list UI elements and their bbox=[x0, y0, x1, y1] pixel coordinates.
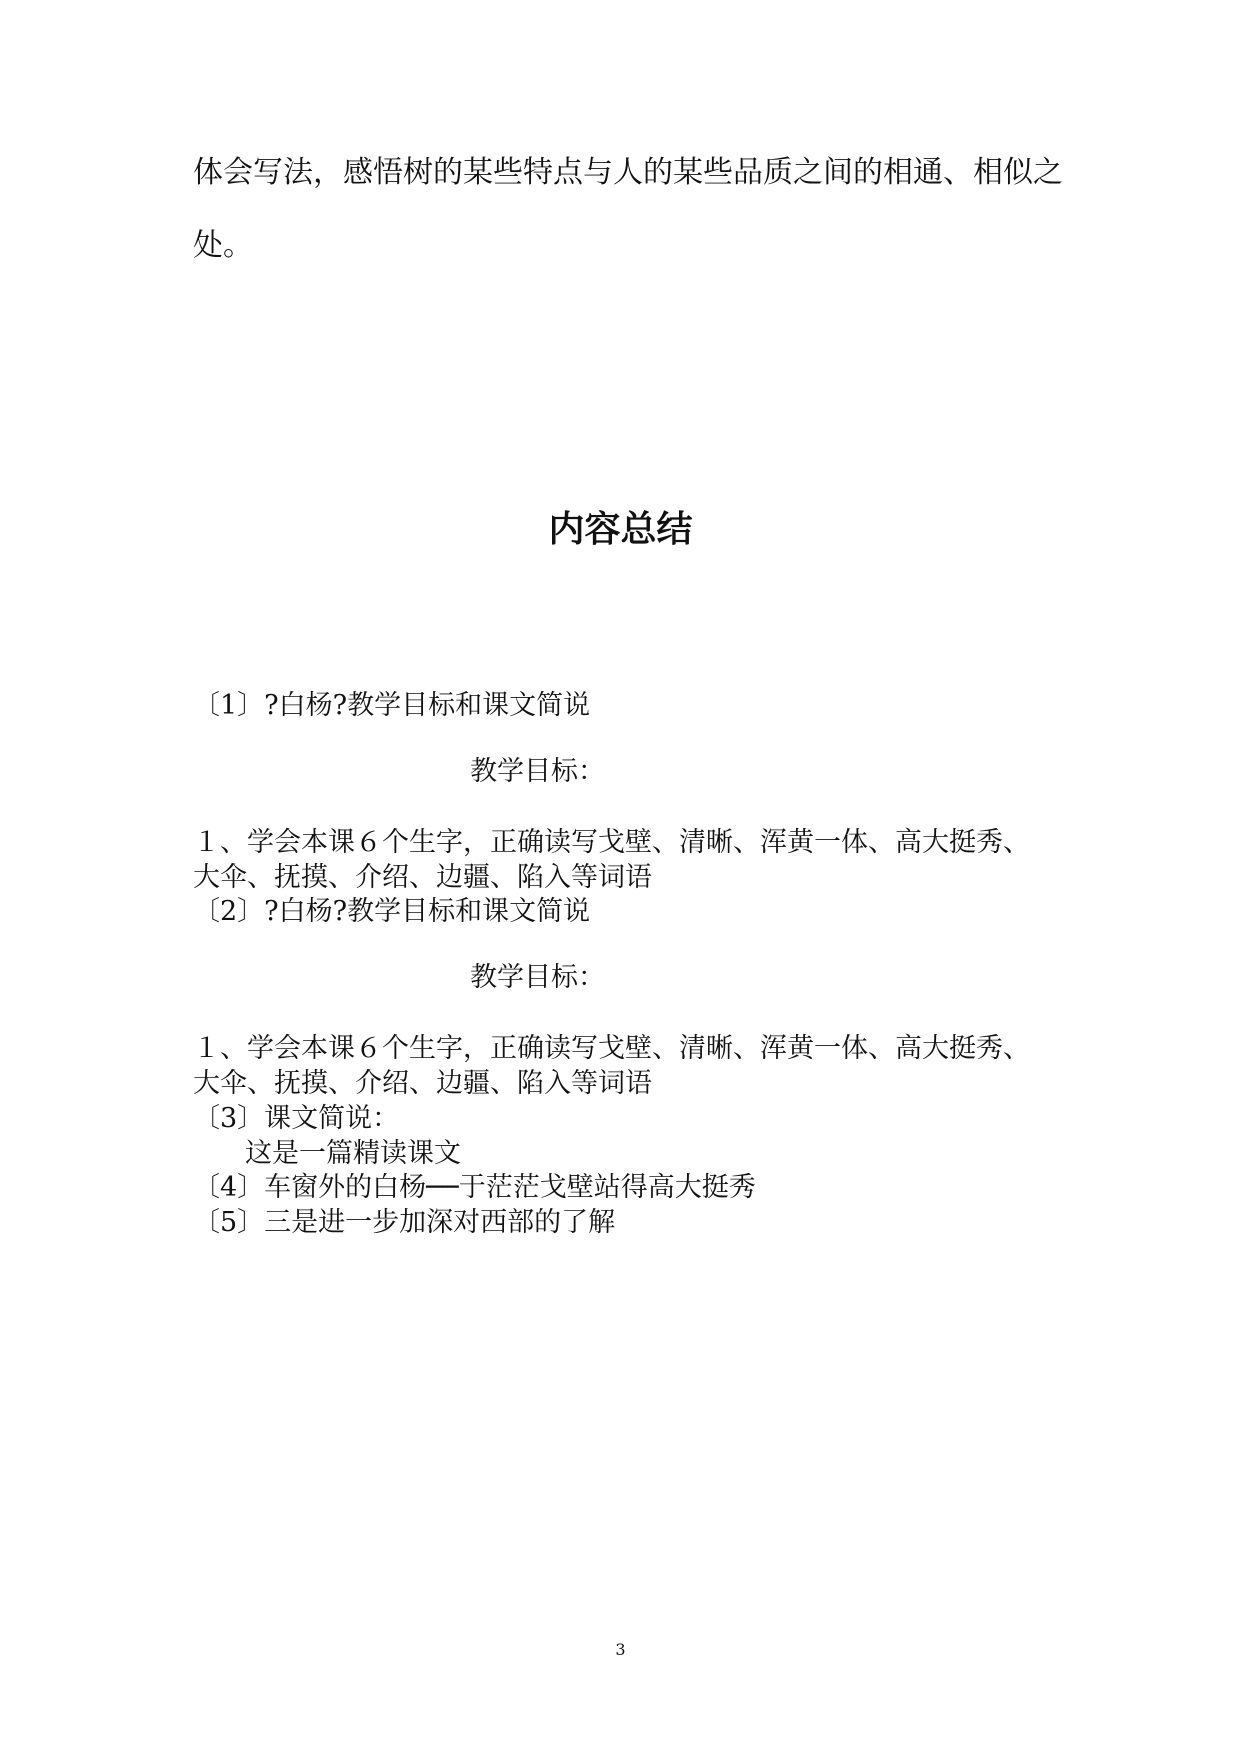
summary-item-5: 〔5〕三是进一步加深对西部的了解 bbox=[193, 1207, 616, 1238]
summary-item-1-subtitle: 教学目标： bbox=[470, 756, 605, 787]
summary-item-4: 〔4〕车窗外的白杨──于茫茫戈壁站得高大挺秀 bbox=[193, 1172, 756, 1203]
summary-item-2-text-line-1: １、学会本课６个生字，正确读写戈壁、清晰、浑黄一体、高大挺秀、 bbox=[193, 1033, 1030, 1064]
summary-item-2-title: 〔2〕?白杨?教学目标和课文简说 bbox=[193, 896, 591, 927]
summary-item-3-title: 〔3〕课文简说： bbox=[193, 1103, 400, 1134]
summary-item-2-subtitle: 教学目标： bbox=[470, 962, 605, 993]
page-number: 3 bbox=[615, 1640, 626, 1659]
summary-item-1-text-line-2: 大伞、抚摸、介绍、边疆、陷入等词语 bbox=[193, 862, 652, 893]
summary-item-1-text-line-1: １、学会本课６个生字，正确读写戈壁、清晰、浑黄一体、高大挺秀、 bbox=[193, 827, 1030, 858]
intro-line-2: 处。 bbox=[193, 228, 253, 263]
intro-line-1: 体会写法，感悟树的某些特点与人的某些品质之间的相通、相似之 bbox=[193, 155, 1063, 190]
summary-item-1-title: 〔1〕?白杨?教学目标和课文简说 bbox=[193, 690, 591, 721]
section-heading: 内容总结 bbox=[548, 509, 693, 550]
summary-item-2-text-line-2: 大伞、抚摸、介绍、边疆、陷入等词语 bbox=[193, 1068, 652, 1099]
summary-item-3-text: 这是一篇精读课文 bbox=[245, 1138, 461, 1169]
